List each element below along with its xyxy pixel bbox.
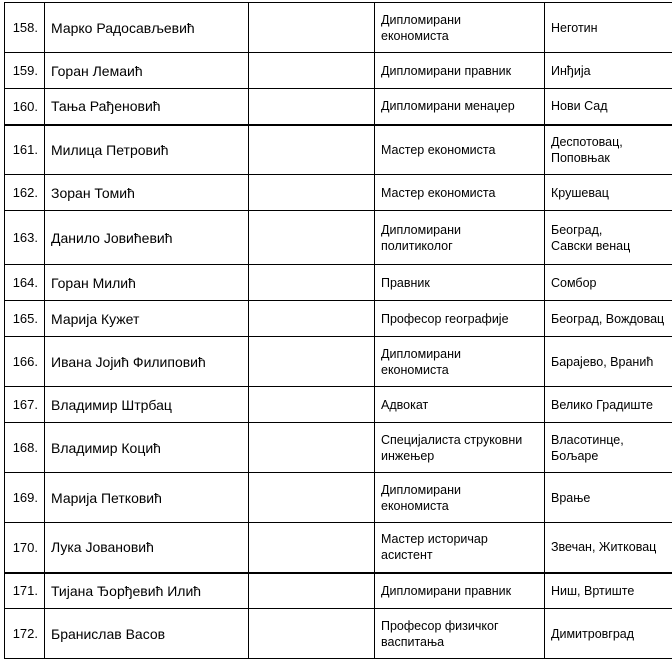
empty-cell-cell <box>249 473 375 523</box>
row-number-cell <box>5 387 45 423</box>
table-row <box>5 301 672 337</box>
table-row <box>5 211 672 265</box>
place-cell <box>545 211 672 265</box>
profession-cell <box>375 387 545 423</box>
place-cell <box>545 53 672 89</box>
row-number-text: 166. <box>12 354 38 369</box>
profession-cell <box>375 423 545 473</box>
row-number-cell <box>5 337 45 387</box>
empty-cell-cell <box>249 211 375 265</box>
profession-text: политиколог <box>381 238 453 253</box>
profession-cell <box>375 53 545 89</box>
row-number-text: 165. <box>12 311 38 326</box>
row-number-cell <box>5 473 45 523</box>
profession-text: Дипломирани правник <box>381 583 512 598</box>
empty-cell-cell <box>249 573 375 609</box>
profession-text: Дипломирани <box>381 12 461 27</box>
person-name-cell <box>45 523 249 573</box>
row-number-text: 168. <box>12 440 38 455</box>
empty-cell-cell <box>249 387 375 423</box>
place-text: Ниш, Вртиште <box>551 583 635 598</box>
row-number-cell <box>5 211 45 265</box>
person-name-cell <box>45 125 249 175</box>
person-name-cell <box>45 175 249 211</box>
row-number-cell <box>5 523 45 573</box>
place-text: Бољаре <box>551 448 599 463</box>
row-number-text: 164. <box>12 275 38 290</box>
person-name-cell <box>45 211 249 265</box>
row-number-cell <box>5 125 45 175</box>
place-text: Велико Градиште <box>551 397 653 412</box>
table-row <box>5 175 672 211</box>
empty-cell-cell <box>249 301 375 337</box>
row-number-cell <box>5 265 45 301</box>
place-text: Димитровград <box>551 626 635 641</box>
person-name-cell <box>45 573 249 609</box>
place-cell <box>545 473 672 523</box>
profession-text: Мастер економиста <box>381 185 496 200</box>
table-row <box>5 523 672 573</box>
place-cell <box>545 423 672 473</box>
place-text: Савски венац <box>551 238 631 253</box>
place-cell <box>545 125 672 175</box>
profession-cell <box>375 89 545 125</box>
place-cell <box>545 3 672 53</box>
row-number-text: 170. <box>12 539 38 555</box>
place-text: Нови Сад <box>551 99 608 114</box>
place-text: Неготин <box>551 20 598 35</box>
person-name-cell <box>45 3 249 53</box>
row-number-text: 161. <box>12 142 38 158</box>
place-cell <box>545 387 672 423</box>
profession-cell <box>375 301 545 337</box>
row-number-text: 167. <box>12 397 38 412</box>
profession-text: економиста <box>381 498 449 513</box>
person-name-text: Марија Петковић <box>51 489 162 506</box>
place-cell <box>545 265 672 301</box>
place-text: Београд, Вождовац <box>551 311 665 326</box>
person-name-text: Тијана Ђорђевић Илић <box>51 582 202 599</box>
table-row <box>5 265 672 301</box>
row-number-text: 159. <box>12 63 38 78</box>
person-name-cell <box>45 423 249 473</box>
place-cell <box>545 89 672 125</box>
table-row <box>5 609 672 659</box>
profession-text: инжењер <box>381 448 435 463</box>
place-text: Крушевац <box>551 185 609 200</box>
profession-text: асистент <box>381 548 433 563</box>
person-name-cell <box>45 473 249 523</box>
empty-cell-cell <box>249 89 375 125</box>
person-name-text: Данило Јовићевић <box>51 229 173 246</box>
profession-text: Правник <box>381 275 430 290</box>
row-number-cell <box>5 3 45 53</box>
row-number-text: 158. <box>12 20 38 35</box>
profession-cell <box>375 609 545 659</box>
person-name-text: Ивана Јојић Филиповић <box>51 353 206 370</box>
row-number-cell <box>5 609 45 659</box>
profession-text: економиста <box>381 362 449 377</box>
empty-cell-cell <box>249 53 375 89</box>
row-number-text: 163. <box>12 230 38 245</box>
profession-text: Дипломирани <box>381 482 461 497</box>
profession-text: Мастер историчар <box>381 532 488 547</box>
row-number-text: 171. <box>12 583 38 599</box>
row-number-cell <box>5 423 45 473</box>
empty-cell-cell <box>249 125 375 175</box>
candidate-table-body <box>5 3 672 659</box>
place-cell <box>545 301 672 337</box>
profession-cell <box>375 211 545 265</box>
profession-text: Мастер економиста <box>381 142 496 157</box>
profession-text: Дипломирани <box>381 222 461 237</box>
table-row <box>5 337 672 387</box>
place-text: Инђија <box>551 63 591 78</box>
candidate-table <box>4 2 672 659</box>
empty-cell-cell <box>249 265 375 301</box>
profession-cell <box>375 473 545 523</box>
profession-text: Специјалиста струковни <box>381 432 523 447</box>
place-cell <box>545 337 672 387</box>
person-name-text: Лука Јовановић <box>51 539 154 556</box>
profession-text: Дипломирани правник <box>381 63 512 78</box>
empty-cell-cell <box>249 175 375 211</box>
person-name-cell <box>45 337 249 387</box>
profession-cell <box>375 337 545 387</box>
place-cell <box>545 573 672 609</box>
person-name-text: Владимир Штрбац <box>51 396 172 413</box>
row-number-text: 169. <box>12 490 38 505</box>
profession-text: Дипломирани менаџер <box>381 99 515 114</box>
person-name-cell <box>45 609 249 659</box>
place-cell <box>545 609 672 659</box>
table-row <box>5 53 672 89</box>
profession-text: Професор физичког <box>381 618 499 633</box>
place-cell <box>545 175 672 211</box>
profession-cell <box>375 523 545 573</box>
profession-cell <box>375 175 545 211</box>
table-row <box>5 89 672 125</box>
person-name-cell <box>45 89 249 125</box>
place-text: Београд, <box>551 222 603 237</box>
person-name-cell <box>45 387 249 423</box>
row-number-text: 172. <box>12 626 38 641</box>
profession-text: Професор географије <box>381 311 509 326</box>
empty-cell-cell <box>249 609 375 659</box>
empty-cell-cell <box>249 423 375 473</box>
table-row <box>5 573 672 609</box>
row-number-cell <box>5 53 45 89</box>
row-number-text: 162. <box>12 185 38 200</box>
person-name-cell <box>45 265 249 301</box>
person-name-text: Бранислав Васов <box>51 625 166 642</box>
person-name-text: Владимир Коцић <box>51 439 161 456</box>
person-name-text: Милица Петровић <box>51 141 169 158</box>
place-text: Сомбор <box>551 275 597 290</box>
row-number-text: 160. <box>12 98 38 114</box>
profession-cell <box>375 125 545 175</box>
person-name-text: Горан Милић <box>51 274 136 291</box>
person-name-text: Зоран Томић <box>51 184 135 201</box>
table-row <box>5 387 672 423</box>
profession-text: Адвокат <box>381 397 429 412</box>
table-row <box>5 125 672 175</box>
profession-cell <box>375 265 545 301</box>
person-name-text: Тања Рађеновић <box>51 98 161 115</box>
place-text: Деспотовац, <box>551 134 623 149</box>
person-name-cell <box>45 301 249 337</box>
place-text: Поповњак <box>551 150 610 165</box>
row-number-cell <box>5 89 45 125</box>
row-number-cell <box>5 175 45 211</box>
empty-cell-cell <box>249 3 375 53</box>
place-text: Власотинце, <box>551 432 624 447</box>
person-name-text: Горан Лемаић <box>51 62 143 79</box>
person-name-text: Марко Радосављевић <box>51 19 195 36</box>
row-number-cell <box>5 573 45 609</box>
table-row <box>5 3 672 53</box>
person-name-cell <box>45 53 249 89</box>
row-number-cell <box>5 301 45 337</box>
empty-cell-cell <box>249 337 375 387</box>
place-text: Барајево, Вранић <box>551 354 654 369</box>
profession-text: Дипломирани <box>381 346 461 361</box>
person-name-text: Марија Кужет <box>51 310 140 327</box>
table-row <box>5 473 672 523</box>
empty-cell-cell <box>249 523 375 573</box>
profession-cell <box>375 3 545 53</box>
place-text: Врање <box>551 490 591 505</box>
profession-text: економиста <box>381 28 449 43</box>
profession-cell <box>375 573 545 609</box>
profession-text: васпитања <box>381 634 445 649</box>
place-text: Звечан, Житковац <box>551 540 657 555</box>
table-row <box>5 423 672 473</box>
place-cell <box>545 523 672 573</box>
